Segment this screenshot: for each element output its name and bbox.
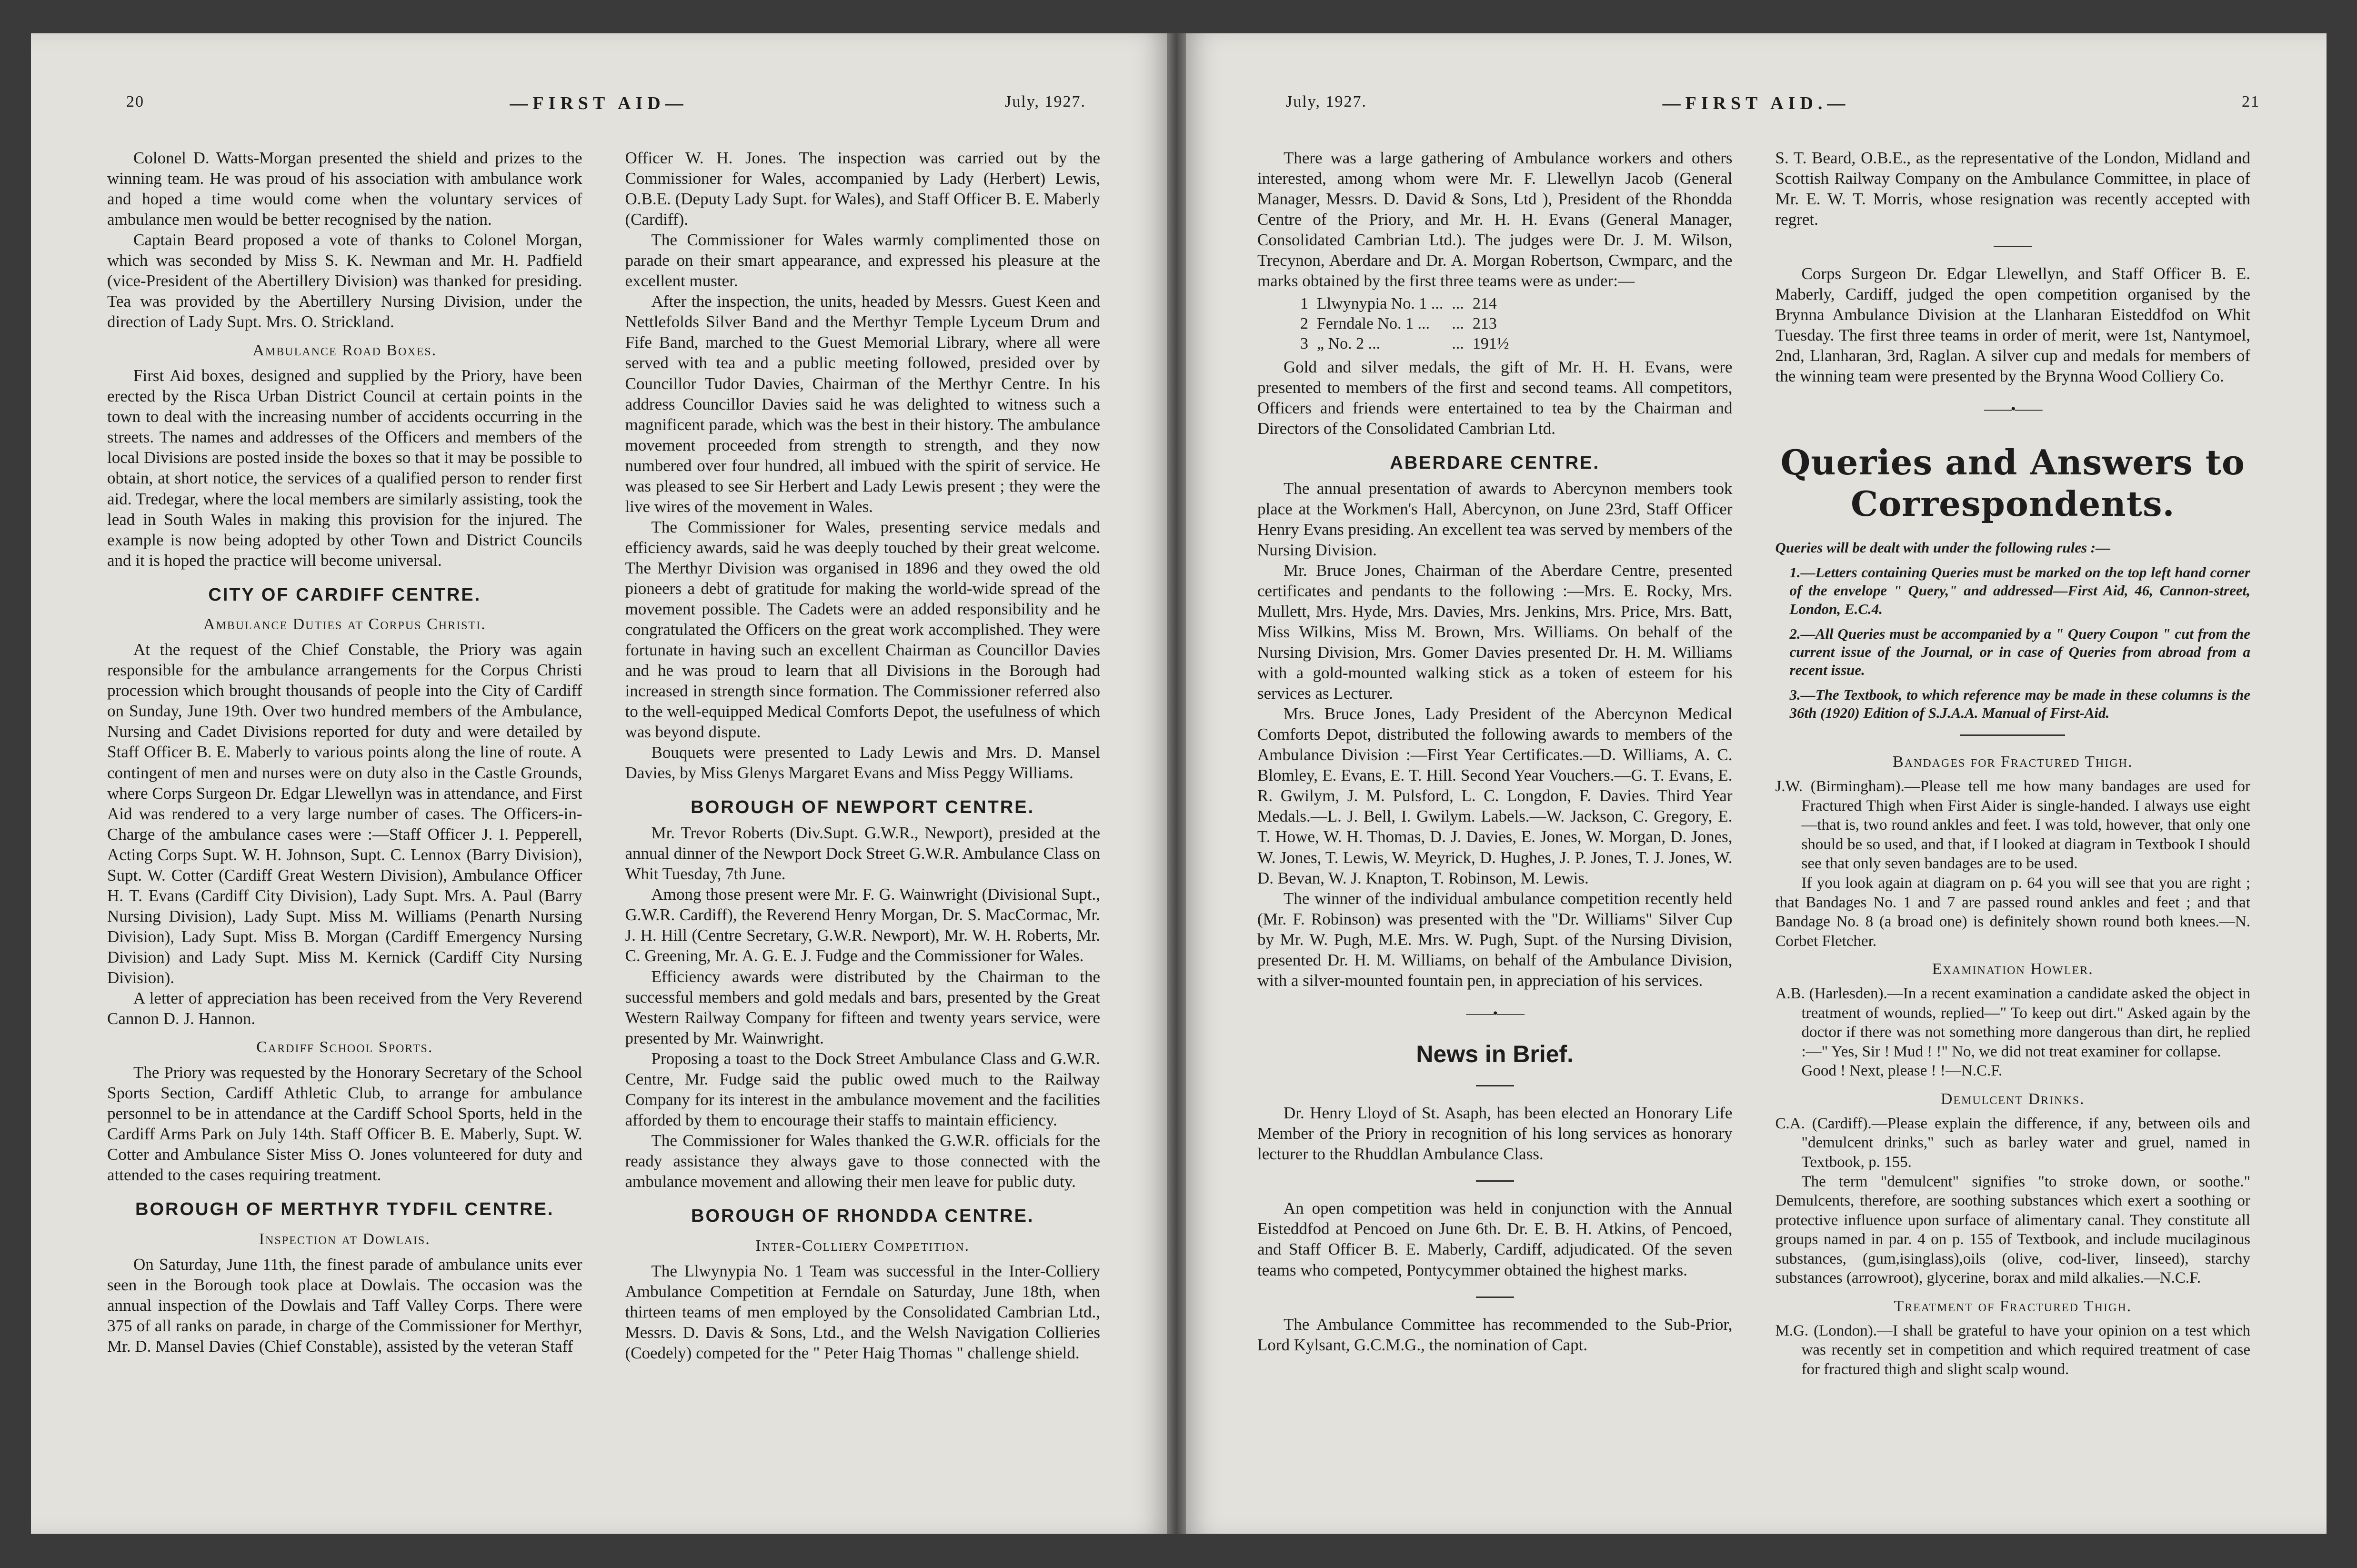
left-column-1 xyxy=(107,148,582,1505)
section-heading: BOROUGH OF NEWPORT CENTRE. xyxy=(691,797,1035,818)
query-text: C.A. (Cardiff).—Please explain the difference, if any, between oils and "demulcent drinks," such as barley water and gruel, named in Textbook, p. 155. xyxy=(1775,1115,2250,1171)
paragraph: The Priory was requested by the Honorary Secretary of the School Sports Section, Cardiff Athletic Club, to arrange for ambulance personnel to be in attendance at the Cardiff School Sports, held in the Cardiff Arms Park on July 14th. Staff Officer B. E. Maberly, Supt. W. Cotter and Ambulance Sister Miss O. Jones volunteered for duty and attended to the cases requiring treatment. xyxy=(107,1063,582,1185)
paragraph: Efficiency awards were distributed by the Chairman to the successful members and gold medals and bars, presented by the Great Western Railway Company for fifteen and twenty years service, were presented by Mr. Wainwright. xyxy=(625,967,1100,1047)
paragraph: At the request of the Chief Constable, the Priory was again responsible for the ambulance arrangements for the Corpus Christi procession which brought thousands of people into the City of Cardiff on Sunday, June 19th. Over two hundred members of the Ambulance, Nursing and Cadet Divisions reported for duty and were detailed by Staff Officer B. E. Maberly to various points along the line of route. A contingent of men and nurses were on duty also in the Castle Grounds, where Corps Surgeon Dr. Edgar Llewellyn was in attendance, and First Aid was rendered to a very large number of cases. The Officers-in-Charge of the ambulance cases were :—Staff Officer J. I. Pepperell, Acting Corps Supt. W. H. Johnson, Supt. C. Lennox (Barry Division), Supt. W. Cotter (Cardiff Great Western Division), Ambulance Officer H. T. Evans (Cardiff City Division), Lady Supt. Mrs. A. Paul (Barry Nursing Division), Lady Supt. Miss M. Williams (Penarth Nursing Division), Lady Supt. Miss B. Morgan (Cardiff Emergency Nursing Division) and Lady Supt. Miss M. Kernick (Cardiff City Nursing Division). xyxy=(107,640,582,987)
header-date-right: July, 1927. xyxy=(1286,93,1367,111)
ornament-divider: ——•—— xyxy=(1466,1005,1524,1021)
section-subheading: Inter-Colliery Competition. xyxy=(755,1236,970,1255)
right-column-1 xyxy=(1257,148,1733,1505)
paragraph: Corps Surgeon Dr. Edgar Llewellyn, and Staff Officer B. E. Maberly, Cardiff, judged the open competition organised by the Brynna Ambulance Division at the Llanharan Eisteddfod on Whit Tuesday. The first three teams in order of merit, were 1st, Nantymoel, 2nd, Llanharan, 3rd, Raglan. A silver cup and medals for members of the winning team were presented by the Brynna Wood Colliery Co. xyxy=(1775,264,2250,386)
score-row xyxy=(1300,334,1517,354)
paragraph: First Aid boxes, designed and supplied by the Priory, have been erected by the Risca Urban District Council at certain points in the town to deal with the increasing number of accidents occurring in the streets. The names and addresses of the Officers and members of the local Divisions are posted inside the boxes so that it may be possible to obtain, at short notice, the services of a qualified person to render first aid. Tredegar, where the local members are similarly assisting, took the lead in South Wales in making this provision for the injured. The example is now being adopted by other Town and District Councils and it is hoped the practice will become universal. xyxy=(107,366,582,570)
paragraph: An open competition was held in conjunction with the Annual Eisteddfod at Pencoed on June 6th. Dr. E. B. H. Atkins, of Pencoed, and Staff Officer B. E. Maberly, Cardiff, adjudicated. Of the seven teams who competed, Pontycymmer obtained the highest marks. xyxy=(1257,1199,1733,1279)
rules-intro: Queries will be dealt with under the following rules :— xyxy=(1775,539,2111,556)
score-team: Ferndale No. 1 ... xyxy=(1317,315,1430,333)
paragraph: Captain Beard proposed a vote of thanks to Colonel Morgan, which was seconded by Miss S. K. Newman and Mr. H. Padfield (vice-President of the Abertillery Division) was thanked for presiding. Tea was provided by the Abertillery Nursing Division, under the direction of Lady Supt. Mrs. O. Strickland. xyxy=(107,231,582,332)
score-marks: 191½ xyxy=(1472,334,1509,352)
score-marks: 214 xyxy=(1472,295,1497,313)
query-rule: 1.—Letters containing Queries must be marked on the top left hand corner of the envelope " Query," and addressed—First Aid, 46, Cannon-street, London, E.C.4. xyxy=(1789,564,2250,617)
running-header-left xyxy=(69,83,1129,117)
query-rules xyxy=(1775,539,2251,722)
section-heading: ABERDARE CENTRE. xyxy=(1390,452,1600,473)
score-rank: 2 xyxy=(1300,315,1308,333)
book-spine xyxy=(1167,33,1186,1534)
paragraph: Mr. Bruce Jones, Chairman of the Aberdare Centre, presented certificates and pendants to the following :—Mrs. E. Rocky, Mrs. Mullett, Mrs. Hyde, Mrs. Davies, Mrs. Jenkins, Mrs. Price, Mrs. Batt, Miss Wilkins, Miss M. Brown, Mrs. Williams. On behalf of the Nursing Division, Mrs. Gomer Davies presented Dr. H. M. Williams with a gold-mounted walking stick as a token of esteem for his services as Lecturer. xyxy=(1257,561,1733,703)
section-subheading: Ambulance Road Boxes. xyxy=(252,342,437,360)
paragraph: The annual presentation of awards to Abercynon members took place at the Workmen's Hall, Abercynon, on June 23rd, Staff Officer Henry Evans presiding. An excellent tea was served by members of the Nursing Division. xyxy=(1257,479,1733,559)
queries-title: Queries and Answers to Correspondents. xyxy=(1780,442,2245,524)
left-column-2 xyxy=(625,148,1101,1505)
divider-rule xyxy=(1476,1180,1514,1182)
answer-text: The term "demulcent" signifies "to stroke down, or soothe." Demulcents, therefore, are soothing substances which exert a soothing or protective influence upon surface of alimentary canal. They constitute all groups named in par. 4 on p. 155 of Textbook, and include mucilaginous substances, (gum,isinglass),oils (olive, cod-liver, linseed), starchy substances (arrowroot), glycerine, borax and mild alkalies.—N.C.F. xyxy=(1775,1173,2250,1287)
score-team: Llwynypia No. 1 ... xyxy=(1317,295,1444,313)
score-row xyxy=(1300,294,1517,314)
section-subheading: Cardiff School Sports. xyxy=(256,1038,433,1056)
ornament-divider: ——•—— xyxy=(1984,401,2042,417)
divider-rule xyxy=(1476,1297,1514,1298)
score-rank: 1 xyxy=(1300,295,1308,313)
paragraph: The Ambulance Committee has recommended to the Sub-Prior, Lord Kylsant, G.C.M.G., the nomination of Capt. xyxy=(1257,1315,1733,1354)
query-heading: Treatment of Fractured Thigh. xyxy=(1894,1297,2132,1315)
divider-rule xyxy=(1994,246,2032,247)
header-date-left: July, 1927. xyxy=(1005,93,1086,111)
paragraph: A letter of appreciation has been received from the Very Reverend Cannon D. J. Hannon. xyxy=(107,989,582,1028)
section-heading: BOROUGH OF RHONDDA CENTRE. xyxy=(691,1206,1034,1226)
paragraph: There was a large gathering of Ambulance workers and others interested, among whom were Mr. F. Llewellyn Jacob (General Manager, Messrs. D. David & Sons, Ltd ), President of the Rhondda Centre of the Priory, and Mr. H. H. Evans (General Manager, Consolidated Cambrian Ltd.). The judges were Dr. J. M. Wilson, Trecynon, Aberdare and Dr. A. Morgan Robertson, Cwmparc, and the marks obtained by the first three teams were as under:— xyxy=(1257,149,1733,291)
query-text: J.W. (Birmingham).—Please tell me how many bandages are used for Fractured Thigh when First Aider is single-handed. I always use eight—that is, two round ankles and feet. I was told, however, that only one should be so used, and that, if I looked at diagram in Textbook I should see that only seven bandages are to be used. xyxy=(1775,778,2250,873)
paragraph: After the inspection, the units, headed by Messrs. Guest Keen and Nettlefolds Silver Band and the Merthyr Temple Lyceum Drum and Fife Band, marched to the Guest Memorial Library, where all were served with tea and a public meeting followed, presided over by Councillor Tudor Davies, Chairman of the Merthyr Centre. In his address Councillor Davies said he was delighted to witness such a magnificent parade, which was the best in their history. The ambulance movement proceeded from strength to strength, and they now numbered over four hundred, all imbued with the spirit of service. He was pleased to see Sir Herbert and Lady Lewis present ; they were the live wires of the movement in Wales. xyxy=(625,292,1100,516)
section-subheading: Inspection at Dowlais. xyxy=(259,1230,431,1248)
paragraph: Bouquets were presented to Lady Lewis and Mrs. D. Mansel Davies, by Miss Glenys Margaret Evans and Miss Peggy Williams. xyxy=(625,743,1100,783)
paragraph: The winner of the individual ambulance competition recently held (Mr. F. Robinson) was presented with the "Dr. Williams" Silver Cup by Mr. W. Pugh, M.E. Mrs. W. Pugh, Supt. of the Nursing Division, presented Dr. H. M. Williams, on behalf of the Ambulance Division, with a silver-mounted fountain pen, in appreciation of his services. xyxy=(1257,889,1733,990)
divider-rule xyxy=(1476,1085,1514,1086)
query-heading: Bandages for Fractured Thigh. xyxy=(1893,753,2133,771)
header-title-left: —FIRST AID— xyxy=(510,93,688,113)
paragraph: Gold and silver medals, the gift of Mr. H. H. Evans, were presented to members of the first and second teams. All competitors, Officers and friends were entertained to tea by the Chairman and Directors of the Consolidated Cambrian Ltd. xyxy=(1257,357,1733,438)
score-rank: 3 xyxy=(1300,334,1308,352)
left-page xyxy=(31,33,1167,1534)
paragraph: The Llwynypia No. 1 Team was successful in the Inter-Colliery Ambulance Competition at Ferndale on Saturday, June 18th, when thirteen teams of men employed by the Consolidated Cambrian Ltd., Messrs. D. Davis & Sons, Ltd., and the Welsh Navigation Collieries (Coedely) competed for the " Peter Haig Thomas " challenge shield. xyxy=(625,1261,1100,1362)
paragraph: Mrs. Bruce Jones, Lady President of the Abercynon Medical Comforts Depot, distributed the following awards to members of the Ambulance Division :—First Year Certificates.—D. Williams, A. C. Blomley, E. Evans, E. T. Hill. Second Year Vouchers.—G. T. Evans, E. R. Gwilym, J. M. Pulsford, L. C. Longdon, F. Davies. Third Year Medals.—L. J. Bell, I. Gwilym. Labels.—W. Jackson, C. Gregory, E. T. Howe, W. H. Thomas, D. J. Davies, E. Jones, W. Morgan, D. Jones, W. Jones, T. Lewis, W. Meyrick, D. Hughes, J. P. Jones, T. J. Jones, W. D. Bevan, W. J. Knapton, T. Robinson, M. Lewis. xyxy=(1257,704,1733,887)
score-dots: ... xyxy=(1452,334,1464,352)
paragraph: The Commissioner for Wales warmly complimented those on parade on their smart appearance, and expressed his pleasure at the excellent muster. xyxy=(625,231,1100,291)
header-title-right: —FIRST AID.— xyxy=(1662,93,1850,113)
paragraph: Dr. Henry Lloyd of St. Asaph, has been elected an Honorary Life Member of the Priory in recognition of his long services as honorary lecturer to the Rhuddlan Ambulance Class. xyxy=(1257,1104,1733,1164)
paragraph: Mr. Trevor Roberts (Div.Supt. G.W.R., Newport), presided at the annual dinner of the Newport Dock Street G.W.R. Ambulance Class on Whit Tuesday, 7th June. xyxy=(625,824,1100,884)
paragraph: S. T. Beard, O.B.E., as the representative of the London, Midland and Scottish Railway Company on the Ambulance Committee, in place of Mr. E. W. T. Morris, whose resignation was recently accepted with regret. xyxy=(1775,149,2250,229)
section-heading: BOROUGH OF MERTHYR TYDFIL CENTRE. xyxy=(135,1199,554,1220)
query-rule: 2.—All Queries must be accompanied by a " Query Coupon " cut from the current issue of the Journal, or in case of Queries from abroad from a recent issue. xyxy=(1789,625,2250,678)
running-header-right xyxy=(1224,83,2288,117)
query-text: M.G. (London).—I shall be grateful to have your opinion on a test which was recently set in competition and which required treatment of case for fractured thigh and slight scalp wound. xyxy=(1775,1322,2250,1378)
score-dots: ... xyxy=(1452,315,1464,333)
paragraph: The Commissioner for Wales thanked the G.W.R. officials for the ready assistance they always gave to those connected with the ambulance movement and allowing their men leave for public duty. xyxy=(625,1131,1100,1191)
paragraph: Colonel D. Watts-Morgan presented the shield and prizes to the winning team. He was proud of his association with ambulance work and hoped a time would come when the voluntary services of ambulance men would be better recognised by the nation. xyxy=(107,149,582,229)
score-team: „ No. 2 ... xyxy=(1317,334,1381,352)
answer-text: If you look again at diagram on p. 64 you will see that you are right ; that Bandages No. 1 and 7 are passed round ankles and feet ; and that Bandage No. 8 (a broad one) is definitely shown round both knees.—N. Corbet Fletcher. xyxy=(1775,874,2250,950)
section-heading: CITY OF CARDIFF CENTRE. xyxy=(208,584,481,605)
queries-list xyxy=(1775,752,2251,1379)
paragraph: Proposing a toast to the Dock Street Ambulance Class and G.W.R. Centre, Mr. Fudge said the public owed much to the Railway Company for its interest in the ambulance movement and the facilities afforded by them to encourage their staffs to maintain efficiency. xyxy=(625,1049,1100,1129)
news-heading: News in Brief. xyxy=(1416,1040,1574,1067)
right-page xyxy=(1186,33,2327,1534)
paragraph: Officer W. H. Jones. The inspection was carried out by the Commissioner for Wales, accompanied by Lady (Herbert) Lewis, O.B.E. (Deputy Lady Supt. for Wales), and Staff Officer B. E. Maberly (Cardiff). xyxy=(625,149,1100,229)
score-marks: 213 xyxy=(1472,315,1497,333)
query-heading: Examination Howler. xyxy=(1932,960,2094,978)
query-heading: Demulcent Drinks. xyxy=(1940,1090,2085,1108)
paragraph: On Saturday, June 11th, the finest parade of ambulance units ever seen in the Borough took place at Dowlais. The occasion was the annual inspection of the Dowlais and Taff Valley Corps. There were 375 of all ranks on parade, in charge of the Commissioner for Merthyr, Mr. D. Mansel Davies (Chief Constable), assisted by the veteran Staff xyxy=(107,1255,582,1356)
paragraph: Among those present were Mr. F. G. Wainwright (Divisional Supt., G.W.R. Cardiff), the Reverend Henry Morgan, Dr. S. MacCormac, Mr. J. H. Hill (Centre Secretary, G.W.R. Newport), Mr. W. H. Roberts, Mr. C. Greening, Mr. A. G. E. J. Fudge and the Commissioner for Wales. xyxy=(625,885,1100,965)
section-subheading: Ambulance Duties at Corpus Christi. xyxy=(203,615,486,633)
divider-rule xyxy=(1960,734,2065,736)
competition-scores-table xyxy=(1300,294,1517,353)
right-column-2 xyxy=(1775,148,2251,1505)
score-row xyxy=(1300,314,1517,334)
query-text: A.B. (Harlesden).—In a recent examination a candidate asked the object in treatment of wounds, replied—" To keep out dirt." Asked again by the doctor if there was not something more dangerous than dirt, he replied :—" Yes, Sir ! Mud ! !" No, we did not treat examiner for collapse. xyxy=(1775,985,2250,1060)
query-rule: 3.—The Textbook, to which reference may be made in these columns is the 36th (1920) Edition of S.J.A.A. Manual of First-Aid. xyxy=(1789,686,2250,722)
page-number-left: 20 xyxy=(126,93,144,111)
score-dots: ... xyxy=(1452,295,1464,313)
answer-text: Good ! Next, please ! !—N.C.F. xyxy=(1801,1062,2003,1080)
paragraph: The Commissioner for Wales, presenting service medals and efficiency awards, said he was deeply touched by their great welcome. The Merthyr Division was organised in 1896 and they owed the old pioneers a debt of gratitude for making the world-wide spread of the movement possible. The Cadets were an added responsibility and he congratulated the Officers on the great work accomplished. They were fortunate in having such an excellent Chairman as Councillor Davies and he was proud to learn that all Divisions in the Borough had increased in strength since formation. The Commissioner referred also to the well-equipped Medical Comforts Depot, the usefulness of which was beyond dispute. xyxy=(625,517,1100,742)
page-number-right: 21 xyxy=(2242,93,2260,111)
